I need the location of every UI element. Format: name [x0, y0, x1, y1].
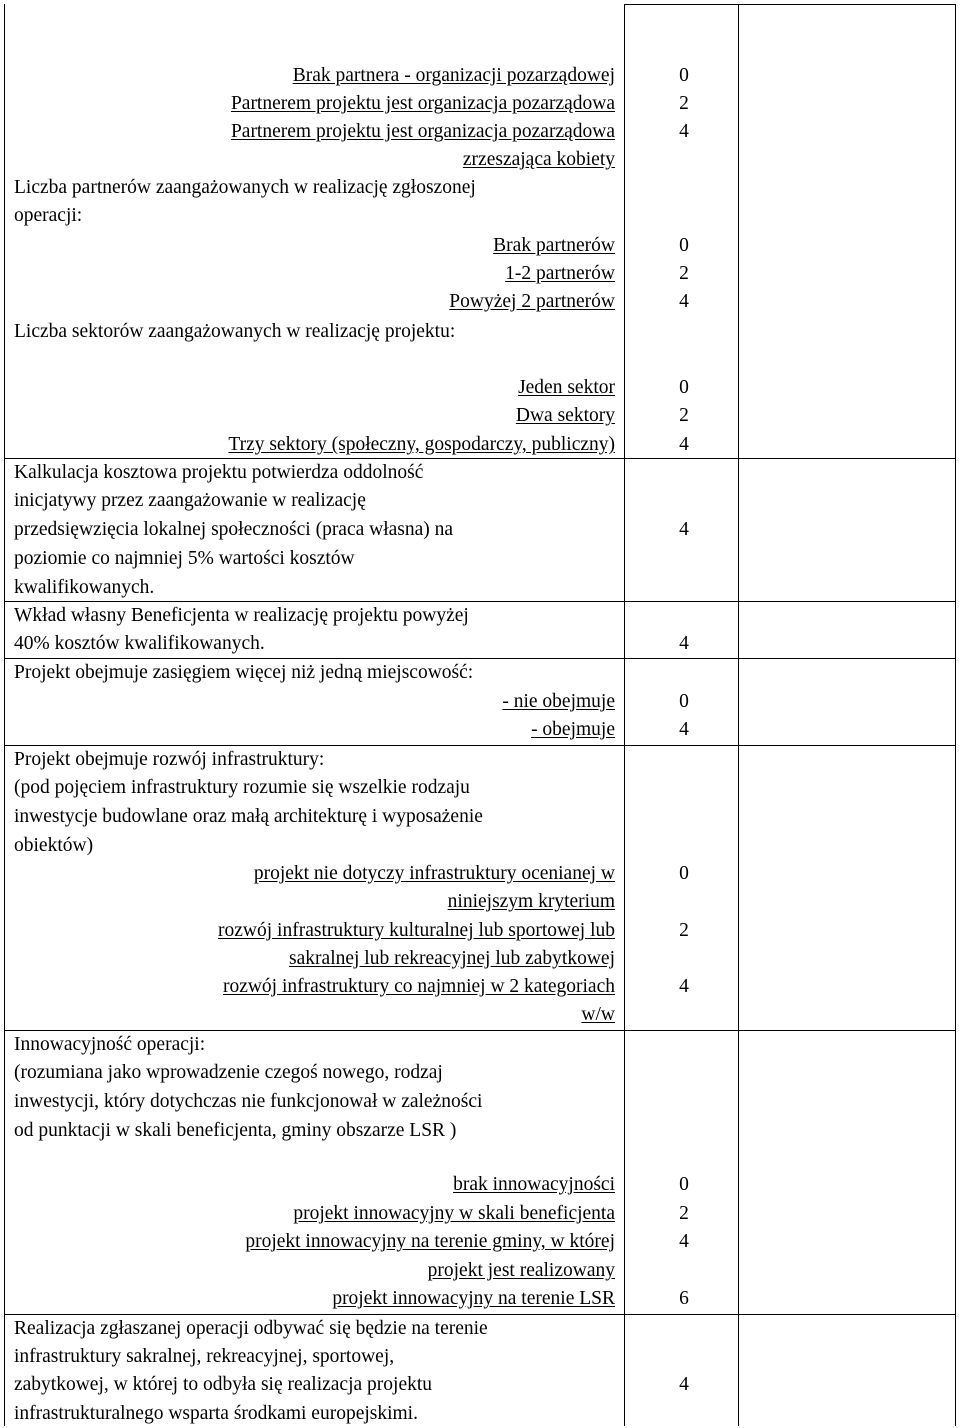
score-value: 0 — [679, 377, 689, 398]
criterion-text: (pod pojęciem infrastruktury rozumie się wszelkie rodzaju — [14, 777, 470, 798]
row-divider — [4, 458, 956, 459]
criterion-option: Partnerem projektu jest organizacja pozarządowa — [230, 121, 615, 142]
row-divider — [4, 745, 956, 746]
criterion-option: Powyżej 2 partnerów — [449, 291, 615, 312]
criterion-text: 40% kosztów kwalifikowanych. — [14, 633, 265, 654]
criterion-option: Brak partnerów — [493, 235, 615, 256]
score-value: 4 — [679, 1231, 689, 1252]
criterion-option: niniejszym kryterium — [447, 891, 615, 912]
criterion-option: projekt nie dotyczy infrastruktury ocenianej w — [253, 863, 615, 884]
criterion-option: projekt innowacyjny na terenie gminy, w której — [245, 1231, 615, 1252]
score-value: 4 — [679, 1374, 689, 1395]
criterion-text: przedsięwzięcia lokalnej społeczności (praca własna) na — [14, 519, 454, 540]
score-value: 4 — [679, 519, 689, 540]
score-value: 0 — [679, 1174, 689, 1195]
criterion-text: inwestycje budowlane oraz małą architekturę i wyposażenie — [14, 806, 483, 827]
row-divider — [4, 601, 956, 602]
criterion-option: w/w — [581, 1004, 615, 1025]
criterion-text: kwalifikowanych. — [14, 577, 155, 598]
score-value: 0 — [679, 863, 689, 884]
row-divider — [4, 1030, 956, 1031]
score-value: 4 — [679, 633, 689, 654]
score-value: 4 — [679, 434, 689, 455]
table-top-border — [624, 4, 956, 5]
criterion-text: Realizacja zgłaszanej operacji odbywać się będzie na terenie — [14, 1318, 488, 1339]
criterion-option: Trzy sektory (społeczny, gospodarczy, publiczny) — [228, 434, 615, 455]
criterion-text: obiektów) — [14, 835, 94, 856]
criterion-option: Partnerem projektu jest organizacja pozarządowa — [230, 93, 615, 114]
criterion-text: zabytkowej, w której to odbyła się realizacja projektu — [14, 1374, 433, 1395]
score-value: 0 — [679, 691, 689, 712]
criterion-option: Jeden sektor — [518, 377, 615, 398]
score-value: 2 — [679, 263, 689, 284]
row-divider — [4, 658, 956, 659]
criterion-text: (rozumiana jako wprowadzenie czegoś nowego, rodzaj — [14, 1062, 443, 1083]
criterion-option: 1-2 partnerów — [505, 263, 615, 284]
score-value: 2 — [679, 920, 689, 941]
criterion-option: Brak partnera - organizacji pozarządowej — [292, 65, 615, 86]
score-value: 4 — [679, 719, 689, 740]
criterion-text: poziomie co najmniej 5% wartości kosztów — [14, 548, 355, 569]
score-value: 2 — [679, 1203, 689, 1224]
column-divider-left — [4, 4, 5, 1426]
criterion-option: brak innowacyjności — [453, 1174, 615, 1195]
criterion-option: Dwa sektory — [515, 405, 615, 426]
criterion-text: infrastrukturalnego wsparta środkami europejskimi. — [14, 1403, 418, 1424]
column-divider-right — [955, 4, 956, 1426]
score-value: 0 — [679, 65, 689, 86]
criterion-option: - obejmuje — [531, 719, 615, 740]
score-value: 4 — [679, 976, 689, 997]
criterion-option: projekt jest realizowany — [427, 1260, 615, 1281]
criterion-option: rozwój infrastruktury co najmniej w 2 kategoriach — [222, 976, 615, 997]
criterion-text: Innowacyjność operacji: — [14, 1034, 206, 1055]
criterion-option: - nie obejmuje — [502, 691, 615, 712]
score-value: 0 — [679, 235, 689, 256]
criterion-option: projekt innowacyjny w skali beneficjenta — [293, 1203, 615, 1224]
criterion-text: Projekt obejmuje rozwój infrastruktury: — [14, 749, 325, 770]
score-value: 2 — [679, 405, 689, 426]
score-value: 4 — [679, 291, 689, 312]
score-value: 4 — [679, 121, 689, 142]
criterion-text: Kalkulacja kosztowa projektu potwierdza oddolność — [14, 462, 424, 483]
row-divider — [4, 1314, 956, 1315]
criterion-text: Wkład własny Beneficjenta w realizację projektu powyżej — [14, 605, 469, 626]
criterion-option: projekt innowacyjny na terenie LSR — [332, 1288, 615, 1309]
criterion-text: operacji: — [14, 205, 83, 226]
column-divider-score-extra — [738, 4, 739, 1426]
criterion-text: infrastruktury sakralnej, rekreacyjnej, sportowej, — [14, 1346, 395, 1367]
criterion-text: Liczba partnerów zaangażowanych w realizację zgłoszonej — [14, 177, 476, 198]
criterion-option: zrzeszająca kobiety — [462, 149, 615, 170]
criterion-option: sakralnej lub rekreacyjnej lub zabytkowej — [289, 948, 615, 969]
score-value: 6 — [679, 1288, 689, 1309]
criterion-text: Liczba sektorów zaangażowanych w realizację projektu: — [14, 321, 456, 342]
criterion-text: od punktacji w skali beneficjenta, gminy obszarze LSR ) — [14, 1120, 457, 1141]
criterion-text: Projekt obejmuje zasięgiem więcej niż jedną miejscowość: — [14, 662, 474, 683]
column-divider-criteria-score — [624, 4, 625, 1426]
criterion-text: inicjatywy przez zaangażowanie w realizację — [14, 490, 366, 511]
criterion-text: inwestycji, który dotychczas nie funkcjonował w zależności — [14, 1091, 483, 1112]
criterion-option: rozwój infrastruktury kulturalnej lub sportowej lub — [218, 920, 615, 941]
score-value: 2 — [679, 93, 689, 114]
